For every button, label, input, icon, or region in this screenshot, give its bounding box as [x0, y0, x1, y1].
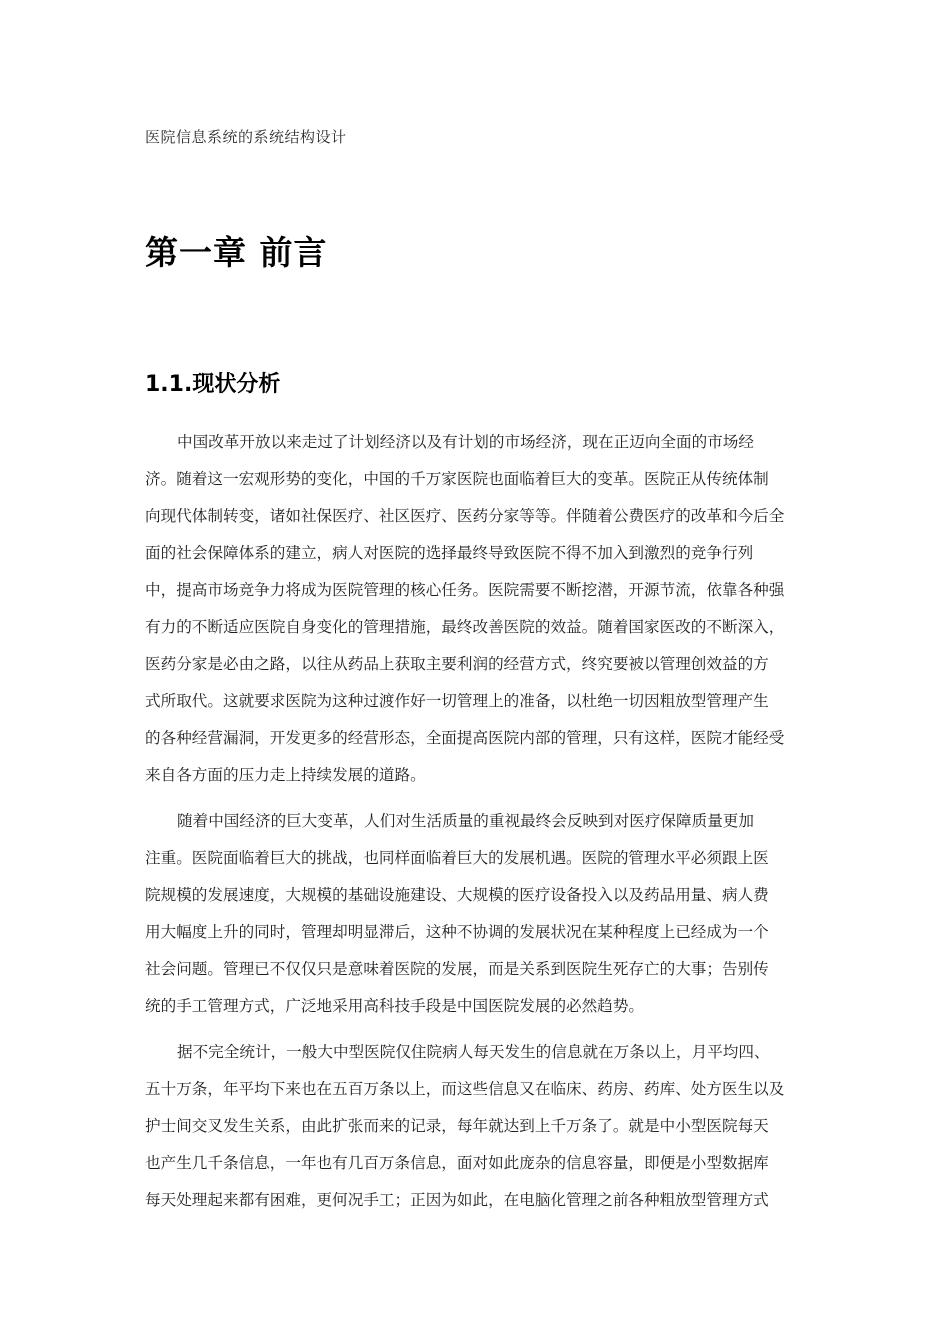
section-title: 1.1.现状分析 [145, 372, 281, 397]
paragraph-line: 据不完全统计，一般大中型医院仅住院病人每天发生的信息就在万条以上，月平均四、 [177, 1043, 770, 1061]
paragraph-line: 向现代体制转变，诸如社保医疗、社区医疗、医药分家等等。伴随着公费医疗的改革和今后全 [145, 507, 785, 525]
paragraph-line: 面的社会保障体系的建立，病人对医院的选择最终导致医院不得不加入到激烈的竞争行列 [145, 544, 754, 562]
paragraph-line: 随着中国经济的巨大变革，人们对生活质量的重视最终会反映到对医疗保障质量更加 [177, 812, 754, 830]
paragraph-line: 护士间交叉发生关系，由此扩张而来的记录，每年就达到上千万条了。就是中小型医院每天 [145, 1117, 769, 1135]
paragraph-line: 社会问题。管理已不仅仅只是意味着医院的发展，而是关系到医院生死存亡的大事；告别传 [145, 960, 769, 978]
paragraph-line: 院规模的发展速度，大规模的基础设施建设、大规模的医疗设备投入以及药品用量、病人费 [145, 886, 769, 904]
paragraph-line: 中，提高市场竞争力将成为医院管理的核心任务。医院需要不断挖潜，开源节流，依靠各种强 [145, 581, 785, 599]
paragraph-line: 来自各方面的压力走上持续发展的道路。 [145, 766, 426, 784]
paragraph-line: 也产生几千条信息，一年也有几百万条信息，面对如此庞杂的信息容量，即便是小型数据库 [145, 1154, 769, 1172]
paragraph-line: 的各种经营漏洞，开发更多的经营形态，全面提高医院内部的管理，只有这样，医院才能经受 [145, 729, 785, 747]
paragraph-line: 式所取代。这就要求医院为这种过渡作好一切管理上的准备，以杜绝一切因粗放型管理产生 [145, 692, 769, 710]
paragraph-line: 济。随着这一宏观形势的变化，中国的千万家医院也面临着巨大的变革。医院正从传统体制 [145, 470, 769, 488]
paragraph-line: 统的手工管理方式，广泛地采用高科技手段是中国医院发展的必然趋势。 [145, 997, 645, 1015]
paragraph-line: 医药分家是必由之路，以往从药品上获取主要利润的经营方式，终究要被以管理创效益的方 [145, 655, 769, 673]
paragraph-line: 每天处理起来都有困难，更何况手工；正因为如此，在电脑化管理之前各种粗放型管理方式 [145, 1191, 769, 1209]
paragraph-line: 中国改革开放以来走过了计划经济以及有计划的市场经济，现在正迈向全面的市场经 [177, 433, 754, 451]
chapter-title: 第一章 前言 [145, 233, 328, 272]
running-header: 医院信息系统的系统结构设计 [145, 128, 347, 146]
paragraph-line: 注重。医院面临着巨大的挑战，也同样面临着巨大的发展机遇。医院的管理水平必须跟上医 [145, 849, 769, 867]
paragraph-line: 有力的不断适应医院自身变化的管理措施，最终改善医院的效益。随着国家医改的不断深入， [145, 618, 785, 636]
paragraph-line: 用大幅度上升的同时，管理却明显滞后，这种不协调的发展状况在某种程度上已经成为一个 [145, 923, 769, 941]
paragraph-line: 五十万条，年平均下来也在五百万条以上，而这些信息又在临床、药房、药库、处方医生以及 [145, 1080, 785, 1098]
